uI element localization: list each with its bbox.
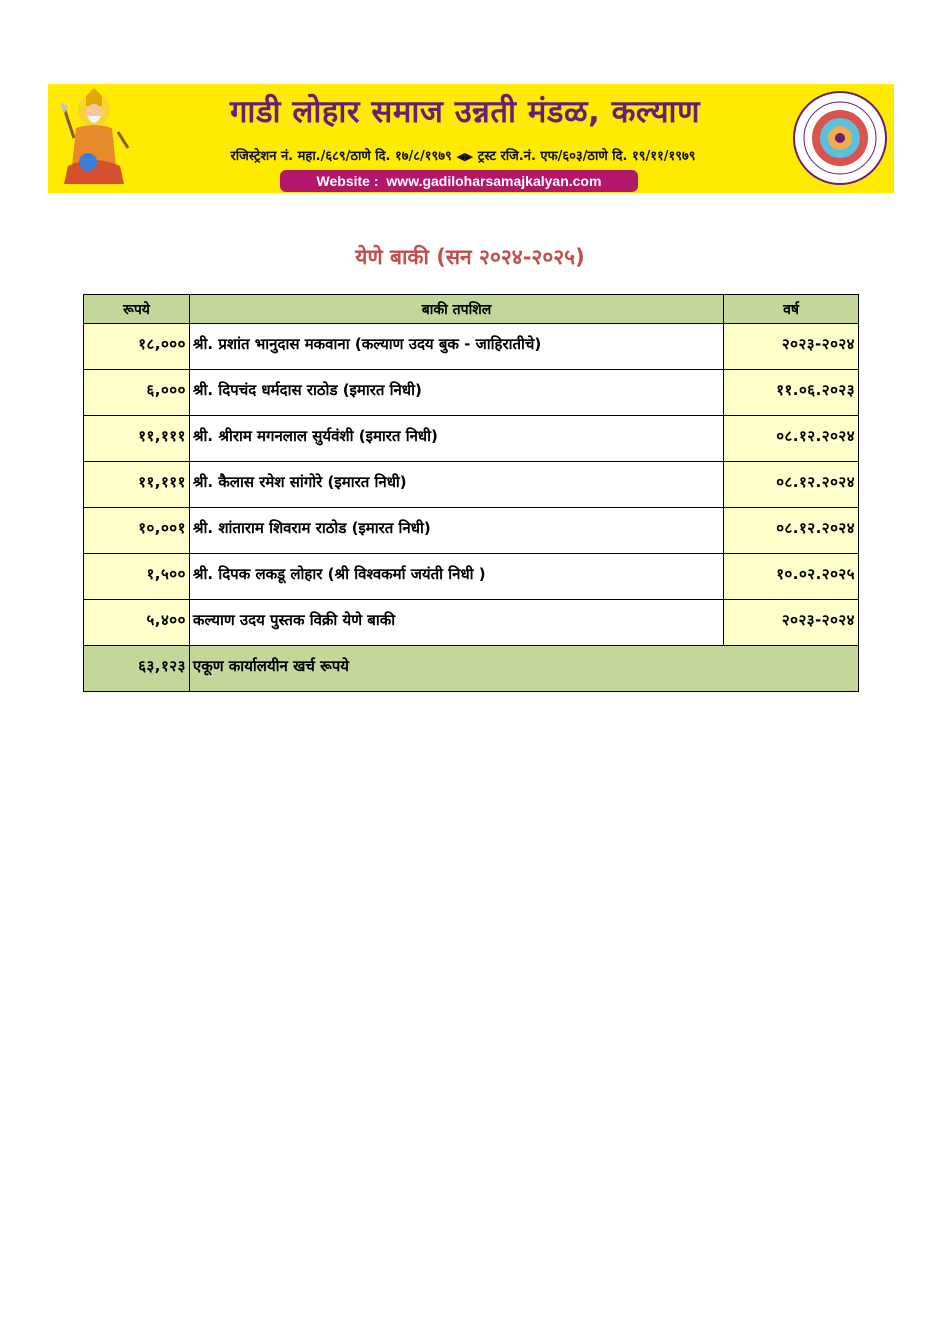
year-cell: २०२३-२०२४ <box>724 324 859 370</box>
amount-cell: १८,००० <box>84 324 190 370</box>
total-label-cell: एकूण कार्यालयीन खर्च रूपये <box>189 646 858 692</box>
column-header-amount: रूपये <box>84 295 190 324</box>
details-cell: श्री. दिपचंद धर्मदास राठोड (इमारत निधी) <box>189 370 723 416</box>
details-cell: श्री. दिपक लकडू लोहार (श्री विश्वकर्मा जयंती निधी ) <box>189 554 723 600</box>
year-cell: ०८.१२.२०२४ <box>724 508 859 554</box>
registration-number: रजिस्ट्रेशन नं. महा./६८९/ठाणे दि. १७/८/१९७९ <box>230 149 452 164</box>
table-header-row <box>84 295 859 324</box>
table-row <box>84 600 859 646</box>
column-header-year: वर्ष <box>724 295 859 324</box>
details-cell: श्री. श्रीराम मगनलाल सुर्यवंशी (इमारत निधी) <box>189 416 723 462</box>
website-label: Website : <box>316 173 379 189</box>
amount-cell: १०,००१ <box>84 508 190 554</box>
details-cell: कल्याण उदय पुस्तक विक्री येणे बाकी <box>189 600 723 646</box>
website-badge <box>280 170 638 192</box>
column-header-details: बाकी तपशिल <box>189 295 723 324</box>
table-row <box>84 554 859 600</box>
table-row <box>84 508 859 554</box>
year-cell: १०.०२.२०२५ <box>724 554 859 600</box>
year-cell: २०२३-२०२४ <box>724 600 859 646</box>
vishwakarma-deity-icon <box>54 88 132 188</box>
amount-cell: ६,००० <box>84 370 190 416</box>
trust-registration-number: ट्रस्ट रजि.नं. एफ/६०३/ठाणे दि. १९/११/१९७९ <box>477 149 696 164</box>
details-cell: श्री. कैलास रमेश सांगोरे (इमारत निधी) <box>189 462 723 508</box>
amount-cell: १,५०० <box>84 554 190 600</box>
details-cell: श्री. प्रशांत भानुदास मकवाना (कल्याण उदय बुक - जाहिरातीचे) <box>189 324 723 370</box>
separator-arrows-icon: ◀▶ <box>456 150 474 163</box>
total-amount-cell: ६३,१२३ <box>84 646 190 692</box>
amount-cell: ११,१११ <box>84 462 190 508</box>
year-cell: ०८.१२.२०२४ <box>724 462 859 508</box>
receivables-table <box>83 294 859 692</box>
table-row <box>84 324 859 370</box>
table-row <box>84 416 859 462</box>
amount-cell: ११,१११ <box>84 416 190 462</box>
total-row <box>84 646 859 692</box>
org-name: गाडी लोहार समाज उन्नती मंडळ, कल्याण <box>229 94 700 130</box>
year-cell: ०८.१२.२०२४ <box>724 416 859 462</box>
registration-line <box>132 146 794 164</box>
table-row <box>84 462 859 508</box>
year-cell: ११.०६.२०२३ <box>724 370 859 416</box>
table-row <box>84 370 859 416</box>
amount-cell: ५,४०० <box>84 600 190 646</box>
website-url[interactable]: www.gadiloharsamajkalyan.com <box>386 173 602 189</box>
details-cell: श्री. शांताराम शिवराम राठोड (इमारत निधी) <box>189 508 723 554</box>
report-title: येणे बाकी (सन २०२४-२०२५) <box>355 245 585 269</box>
org-seal-icon <box>792 90 888 186</box>
header-banner <box>48 84 894 193</box>
